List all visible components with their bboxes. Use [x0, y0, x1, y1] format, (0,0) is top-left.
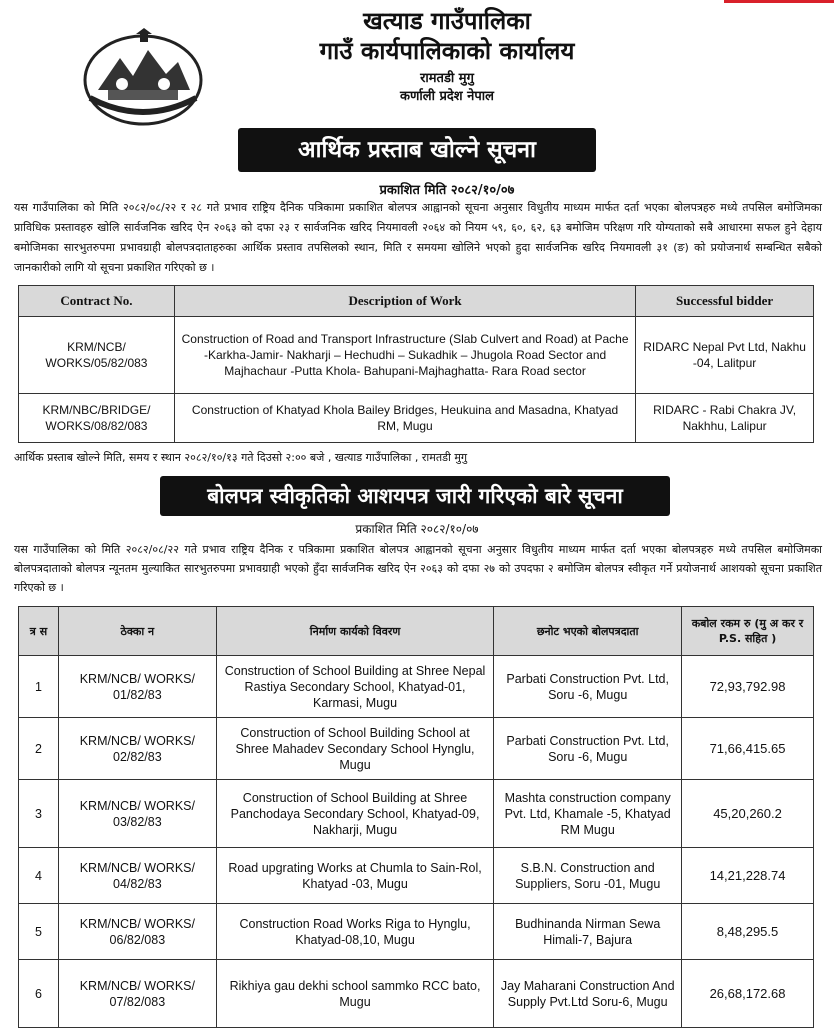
work-description: Road upgrating Works at Chumla to Sain-Rol, Khatyad -03, Mugu: [216, 848, 494, 904]
contract-no: KRM/NCB/ WORKS/ 07/82/083: [58, 960, 216, 1028]
selected-bidder: Mashta construction company Pvt. Ltd, Khamale -5, Khatyad RM Mugu: [494, 780, 682, 848]
column-header: कबोल रकम रु (मु अ कर र P.S. सहित ): [682, 607, 814, 656]
column-header: ठेक्का न: [58, 607, 216, 656]
bid-amount: 72,93,792.98: [682, 656, 814, 718]
bid-amount: 14,21,228.74: [682, 848, 814, 904]
contract-no: KRM/NBC/BRIDGE/ WORKS/08/82/083: [19, 394, 175, 443]
serial-no: 6: [19, 960, 59, 1028]
serial-no: 5: [19, 904, 59, 960]
contract-no: KRM/NCB/ WORKS/ 01/82/83: [58, 656, 216, 718]
table-row: [19, 317, 814, 394]
serial-no: 4: [19, 848, 59, 904]
office-name: गाउँ कार्यपालिकाको कार्यालय: [319, 37, 575, 65]
letter-of-intent-table: [18, 606, 814, 1028]
table-row: [19, 718, 814, 780]
contract-no: KRM/NCB/ WORKS/ 03/82/83: [58, 780, 216, 848]
bid-amount: 26,68,172.68: [682, 960, 814, 1028]
bid-amount: 8,48,295.5: [682, 904, 814, 960]
work-description: Construction of School Building at Shree Panchodaya Secondary School, Khatyad-09, Nakharji, Mugu: [216, 780, 494, 848]
province-line: कर्णाली प्रदेश नेपाल: [400, 89, 494, 104]
work-description: Construction Road Works Riga to Hynglu, Khatyad-08,10, Mugu: [216, 904, 494, 960]
table-row: [19, 848, 814, 904]
column-header: Successful bidder: [636, 286, 814, 317]
letterhead: [0, 0, 834, 126]
work-description: Construction of Road and Transport Infrastructure (Slab Culvert and Road) at Pache -Karkha-Jamir- Nakharji – Hechudhi – Sukadhik – Jhugola Road Sector and Majhachaur -Putta Khola- Bahupani-Majhaghatta- Rara Road sector: [174, 317, 635, 394]
column-header: छनोट भएको बोलपत्रदाता: [494, 607, 682, 656]
work-description: Rikhiya gau dekhi school sammko RCC bato, Mugu: [216, 960, 494, 1028]
contract-no: KRM/NCB/ WORKS/ 06/82/083: [58, 904, 216, 960]
municipality-name: खत्याड गाउँपालिका: [363, 7, 531, 35]
bid-amount: 45,20,260.2: [682, 780, 814, 848]
notice1-published-date: प्रकाशित मिति २०८२/१०/०७: [379, 183, 515, 198]
opening-note: आर्थिक प्रस्ताब खोल्ने मिति, समय र स्थान २०८२/१०/१३ गते दिउसो २:०० बजे , खत्याड गाउँपालिका , रामतडी मुगु: [14, 451, 468, 464]
contract-no: KRM/NCB/ WORKS/05/82/083: [19, 317, 175, 394]
notice2-title: बोलपत्र स्वीकृतिको आशयपत्र जारी गरिएको बारे सूचना: [160, 476, 670, 516]
table-row: [19, 656, 814, 718]
selected-bidder: Parbati Construction Pvt. Ltd, Soru -6, Mugu: [494, 656, 682, 718]
successful-bidder: RIDARC Nepal Pvt Ltd, Nakhu -04, Lalitpur: [636, 317, 814, 394]
serial-no: 3: [19, 780, 59, 848]
bid-amount: 71,66,415.65: [682, 718, 814, 780]
contract-no: KRM/NCB/ WORKS/ 04/82/83: [58, 848, 216, 904]
notice1-title: आर्थिक प्रस्ताब खोल्ने सूचना: [238, 128, 596, 172]
table-row: [19, 904, 814, 960]
location-line: रामतडी मुगु: [420, 71, 474, 86]
column-header: Contract No.: [19, 286, 175, 317]
column-header: त्र स: [19, 607, 59, 656]
table-row: [19, 394, 814, 443]
successful-bidder: RIDARC - Rabi Chakra JV, Nakhhu, Lalipur: [636, 394, 814, 443]
contract-no: KRM/NCB/ WORKS/ 02/82/83: [58, 718, 216, 780]
table-row: [19, 960, 814, 1028]
notice2-body: यस गाउँपालिका को मिति २०८२/०८/२२ गते प्रभाव राष्ट्रिय दैनिक र पत्रिकामा प्रकाशित बोलपत्र आह्वानको सूचना अनुसार विधुतीय माध्यम मार्फत दर्ता भएका बोलपत्रहरु मध्ये तपसिल बमोजिमका बोलपत्रदाताको बोलपत्र न्यूनतम मुल्याकित सारभुतरुपमा प्रभावग्राही भएको हुँदा सार्वजनिक खरिद ऐन २०६३ को दफा २७ को उपदफा २ बमोजिम बोलपत्र स्वीकृत गर्ने प्रयोजनार्थ आशयको सूचना प्रकाशित गरिएको छ ।: [14, 543, 822, 594]
serial-no: 2: [19, 718, 59, 780]
financial-proposal-table: [18, 285, 814, 443]
serial-no: 1: [19, 656, 59, 718]
work-description: Construction of Khatyad Khola Bailey Bridges, Heukuina and Masadna, Khatyad RM, Mugu: [174, 394, 635, 443]
selected-bidder: S.B.N. Construction and Suppliers, Soru -01, Mugu: [494, 848, 682, 904]
notice2-published-date: प्रकाशित मिति २०८२/१०/०७: [355, 522, 479, 536]
selected-bidder: Budhinanda Nirman Sewa Himali-7, Bajura: [494, 904, 682, 960]
table-row: [19, 780, 814, 848]
work-description: Construction of School Building at Shree Nepal Rastiya Secondary School, Khatyad-01, Karmasi, Mugu: [216, 656, 494, 718]
selected-bidder: Parbati Construction Pvt. Ltd, Soru -6, Mugu: [494, 718, 682, 780]
notice1-body: यस गाउँपालिका को मिति २०८२/०८/२२ र २८ गते प्रभाव राष्ट्रिय दैनिक पत्रिकामा प्रकाशित बोलपत्र आह्वानको सूचना अनुसार विधुतीय माध्यम मार्फत दर्ता भएका बोलपत्रहरु मध्ये तपसिल बमोजिमका प्राविधिक प्रस्तावहरु खोलि सार्वजनिक खरिद ऐन २०६३ को दफा २३ र सार्वजनिक खरिद नियमावली २०६४ को नियम ५९, ६०, ६२, ६३ बमोजिम परिक्षण गरि योग्यताको सबै आधारमा सफल हुने देहाय बमोजिमका सारभुतरुपमा प्रभावग्राही बोलपत्रदाताहरुका आर्थिक प्रस्ताव तपसिलको स्थान, मिति र समयमा खोलिने भएको हुदा सार्वजनिक खरिद नियमावली ३१ (ङ) को प्रयोजनार्थ सम्बन्धित सबैको जानकारीको लागि यो सूचना प्रकाशित गरिएको छ ।: [14, 201, 822, 274]
selected-bidder: Jay Maharani Construction And Supply Pvt.Ltd Soru-6, Mugu: [494, 960, 682, 1028]
column-header: निर्माण कार्यको विवरण: [216, 607, 494, 656]
work-description: Construction of School Building School at Shree Mahadev Secondary School Hynglu, Mugu: [216, 718, 494, 780]
column-header: Description of Work: [174, 286, 635, 317]
